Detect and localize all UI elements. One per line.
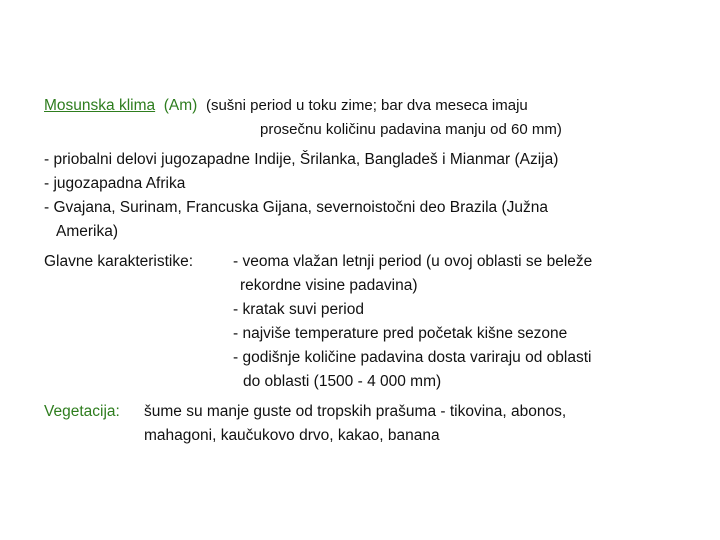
characteristic-line: - godišnje količine padavina dosta variraju od oblasti: [233, 349, 592, 366]
title-line: [44, 96, 528, 116]
climate-name: Mosunska klima: [44, 97, 156, 114]
characteristic-line: do oblasti (1500 - 4 000 mm): [243, 373, 442, 390]
title-note-line2: prosečnu količinu padavina manju od 60 mm): [260, 121, 562, 138]
characteristic-line: - veoma vlažan letnji period (u ovoj oblasti se beleže: [233, 253, 593, 270]
vegetation-label: Vegetacija:: [44, 403, 120, 420]
region-item: - priobalni delovi jugozapadne Indije, Šrilanka, Bangladeš i Mianmar (Azija): [44, 151, 559, 168]
characteristic-line: - kratak suvi period: [233, 301, 364, 318]
region-item: - Gvajana, Surinam, Francuska Gijana, severnoistočni deo Brazila (Južna: [44, 199, 548, 216]
region-item: Amerika): [56, 223, 119, 240]
characteristic-line: rekordne visine padavina): [240, 277, 418, 294]
characteristic-line: - najviše temperature pred početak kišne sezone: [233, 325, 568, 342]
vegetation-line2: mahagoni, kaučukovo drvo, kakao, banana: [144, 427, 440, 444]
vegetation-line1: šume su manje guste od tropskih prašuma - tikovina, abonos,: [144, 403, 567, 420]
region-item: - jugozapadna Afrika: [44, 175, 186, 192]
title-note-line1: (sušni period u toku zime; bar dva meseca imaju: [205, 97, 528, 114]
characteristics-label: Glavne karakteristike:: [44, 253, 194, 270]
climate-code: (Am): [163, 97, 198, 114]
